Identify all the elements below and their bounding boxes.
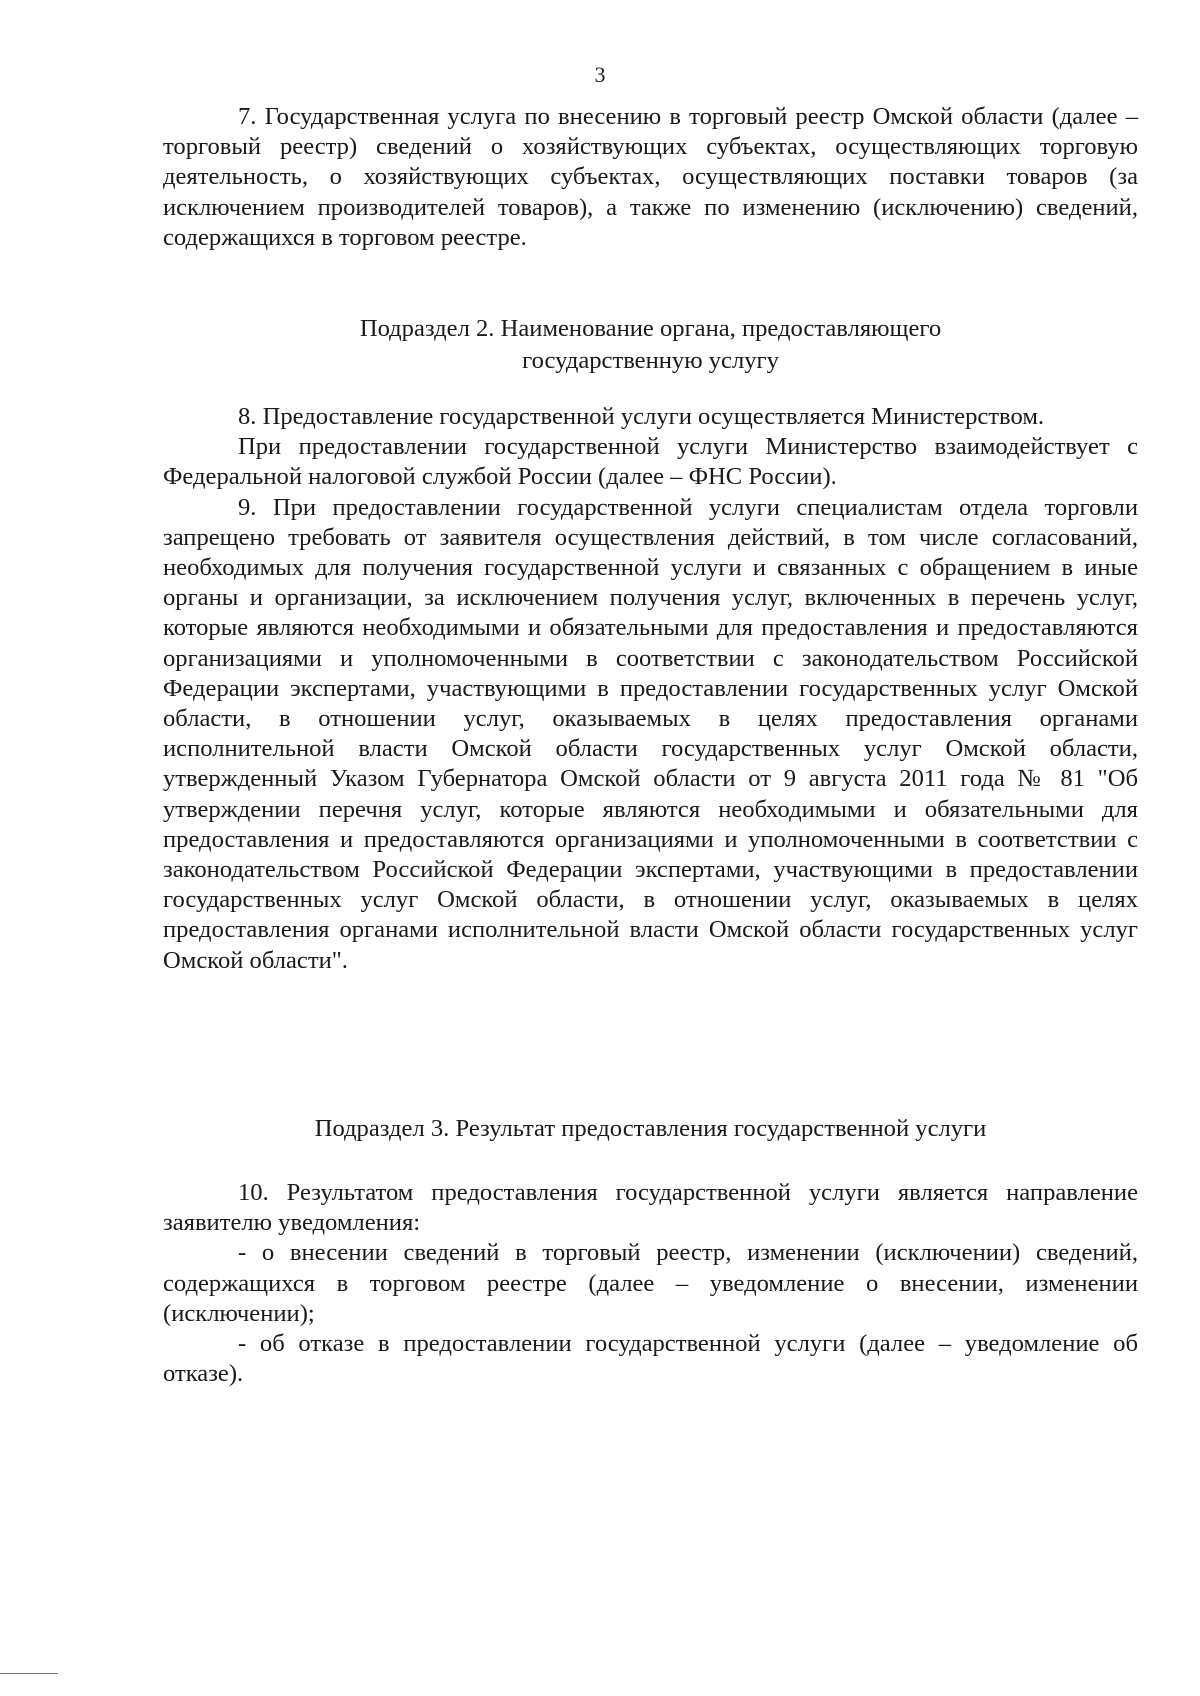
subsection-3-heading xyxy=(163,1113,1138,1145)
subsection-3-heading-line: Подраздел 3. Результат предоставления государственной услуги xyxy=(314,1115,987,1142)
subsection-2-heading-line-2: государственную услугу xyxy=(522,347,779,374)
item-10-bullet-b: - об отказе в предоставлении государственной услуги (далее – уведомление об отказе). xyxy=(163,1330,1138,1388)
subsection-2-heading xyxy=(163,313,1138,377)
item-8-paragraph: 8. Предоставление государственной услуги осуществляется Министерством. xyxy=(238,403,1045,430)
subsection-2-heading-line-1: Подраздел 2. Наименование органа, предоставляющего xyxy=(359,315,942,342)
item-8-continuation-paragraph: При предоставлении государственной услуги Министерство взаимодействует с Федеральной налоговой службой России (далее – ФНС России). xyxy=(163,433,1138,491)
page-number: 3 xyxy=(594,62,606,87)
item-7-block xyxy=(163,102,1138,253)
item-10-paragraph: 10. Результатом предоставления государственной услуги является направление заявителю уведомления: xyxy=(163,1179,1138,1237)
scan-edge-mark xyxy=(0,1673,58,1674)
item-10-bullet-a: - о внесении сведений в торговый реестр, изменении (исключении) сведений, содержащихся в торговом реестре (далее – уведомление о внесении, изменении (исключении); xyxy=(163,1239,1138,1327)
item-7-paragraph: 7. Государственная услуга по внесению в торговый реестр Омской области (далее – торговый реестр) сведений о хозяйствующих субъектах, осуществляющих торговую деятельность, о хозяйствующих субъектах, осуществляющих поставки товаров (за исключением производителей товаров), а также по изменению (исключению) сведений, содержащихся в торговом реестре. xyxy=(163,103,1138,251)
items-8-9-block xyxy=(163,402,1138,976)
item-9-paragraph: 9. При предоставлении государственной услуги специалистам отдела торговли запрещено требовать от заявителя осуществления действий, в том числе согласований, необходимых для получения государственной услуги и связанных с обращением в иные органы и организации, за исключением получения услуг, включенных в перечень услуг, которые являются необходимыми и обязательными для предоставления и предоставляются организациями и уполномоченными в соответствии с законодательством Российской Федерации экспертами, участвующими в предоставлении государственных услуг Омской области, в отношении услуг, оказываемых в целях предоставления органами исполнительной власти Омской области государственных услуг Омской области, утвержденный Указом Губернатора Омской области от 9 августа 2011 года № 81 "Об утверждении перечня услуг, которые являются необходимыми и обязательными для предоставления и предоставляются организациями и уполномоченными в соответствии с законодательством Российской Федерации экспертами, участвующими в предоставлении государственных услуг Омской области, в отношении услуг, оказываемых в целях предоставления органами исполнительной власти Омской области государственных услуг Омской области". xyxy=(163,493,1138,974)
item-10-block xyxy=(163,1178,1138,1389)
